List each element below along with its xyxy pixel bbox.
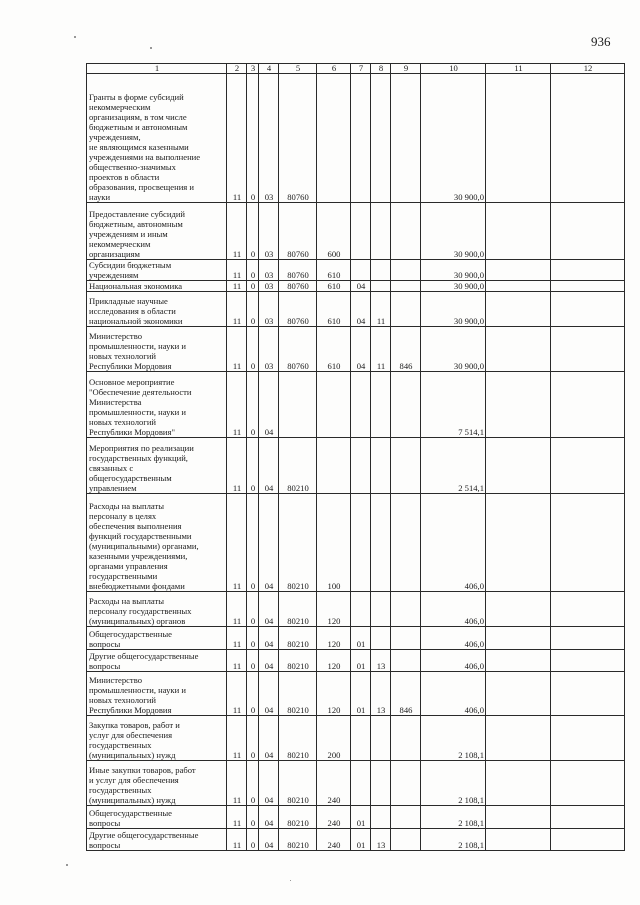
- code-col-4: 04: [259, 672, 279, 716]
- code-col-8: [371, 806, 391, 829]
- amount-col-12: [551, 438, 625, 494]
- column-header-2: 2: [227, 64, 247, 74]
- code-col-4: 04: [259, 438, 279, 494]
- amount-col-10: 2 108,1: [421, 829, 486, 851]
- table-row: [87, 829, 625, 851]
- code-col-4: 04: [259, 806, 279, 829]
- code-col-4: 04: [259, 829, 279, 851]
- code-col-9: [391, 281, 421, 292]
- code-col-4: 04: [259, 494, 279, 592]
- code-col-2: 11: [227, 327, 247, 372]
- row-description: Основное мероприятие "Обеспечение деятельности Министерства промышленности, науки и новых технологий Республики Мордовия": [87, 372, 227, 438]
- column-header-1: 1: [87, 64, 227, 74]
- amount-col-12: [551, 761, 625, 806]
- table-row: [87, 260, 625, 281]
- scan-speck: [66, 864, 68, 866]
- code-col-6: 100: [317, 494, 351, 592]
- code-col-6: 240: [317, 806, 351, 829]
- budget-table: [86, 63, 625, 851]
- amount-col-12: [551, 327, 625, 372]
- amount-col-12: [551, 292, 625, 327]
- code-col-7: 04: [351, 327, 371, 372]
- code-col-7: 01: [351, 627, 371, 650]
- code-col-5: 80760: [279, 281, 317, 292]
- code-col-6: 120: [317, 592, 351, 627]
- row-description: Министерство промышленности, науки и новых технологий Республики Мордовия: [87, 672, 227, 716]
- column-header-4: 4: [259, 64, 279, 74]
- code-col-2: 11: [227, 494, 247, 592]
- amount-col-12: [551, 829, 625, 851]
- code-col-2: 11: [227, 260, 247, 281]
- column-header-11: 11: [486, 64, 551, 74]
- row-description: Расходы на выплаты персоналу в целях обеспечения выполнения функций государственными (муниципальными) органами, казенными учреждениями, органами управления государственными внебюджетными фондами: [87, 494, 227, 592]
- scan-speck: [290, 880, 291, 881]
- code-col-3: 0: [247, 494, 259, 592]
- code-col-2: 11: [227, 74, 247, 203]
- row-description: Другие общегосударственные вопросы: [87, 650, 227, 672]
- code-col-5: 80210: [279, 716, 317, 761]
- code-col-7: 01: [351, 650, 371, 672]
- row-description: Мероприятия по реализации государственных функций, связанных с общегосударственным управлением: [87, 438, 227, 494]
- code-col-4: 03: [259, 281, 279, 292]
- code-col-9: 846: [391, 672, 421, 716]
- row-description: Другие общегосударственные вопросы: [87, 829, 227, 851]
- code-col-6: 610: [317, 260, 351, 281]
- amount-col-10: 406,0: [421, 627, 486, 650]
- amount-col-10: 406,0: [421, 592, 486, 627]
- column-header-7: 7: [351, 64, 371, 74]
- code-col-9: [391, 829, 421, 851]
- code-col-4: 03: [259, 292, 279, 327]
- code-col-3: 0: [247, 327, 259, 372]
- amount-col-10: 30 900,0: [421, 74, 486, 203]
- table-row: [87, 650, 625, 672]
- code-col-5: 80760: [279, 74, 317, 203]
- table-row: [87, 292, 625, 327]
- amount-col-12: [551, 672, 625, 716]
- amount-col-11: [486, 829, 551, 851]
- code-col-9: [391, 203, 421, 260]
- code-col-8: [371, 494, 391, 592]
- code-col-3: 0: [247, 292, 259, 327]
- code-col-7: 04: [351, 281, 371, 292]
- amount-col-11: [486, 203, 551, 260]
- code-col-5: 80210: [279, 650, 317, 672]
- table-row: [87, 592, 625, 627]
- code-col-7: [351, 438, 371, 494]
- column-header-5: 5: [279, 64, 317, 74]
- code-col-9: [391, 806, 421, 829]
- amount-col-11: [486, 672, 551, 716]
- row-description: Общегосударственные вопросы: [87, 627, 227, 650]
- code-col-3: 0: [247, 203, 259, 260]
- table-header-row: [87, 64, 625, 74]
- code-col-5: 80210: [279, 438, 317, 494]
- code-col-5: 80760: [279, 203, 317, 260]
- code-col-3: 0: [247, 806, 259, 829]
- code-col-9: [391, 716, 421, 761]
- code-col-7: [351, 592, 371, 627]
- code-col-3: 0: [247, 761, 259, 806]
- code-col-4: 04: [259, 716, 279, 761]
- table-row: [87, 203, 625, 260]
- code-col-2: 11: [227, 372, 247, 438]
- amount-col-11: [486, 650, 551, 672]
- amount-col-10: 406,0: [421, 672, 486, 716]
- code-col-3: 0: [247, 74, 259, 203]
- amount-col-12: [551, 592, 625, 627]
- amount-col-10: 30 900,0: [421, 292, 486, 327]
- code-col-5: 80210: [279, 761, 317, 806]
- code-col-2: 11: [227, 292, 247, 327]
- amount-col-11: [486, 74, 551, 203]
- code-col-6: 610: [317, 292, 351, 327]
- column-header-12: 12: [551, 64, 625, 74]
- table-row: [87, 494, 625, 592]
- code-col-3: 0: [247, 672, 259, 716]
- code-col-2: 11: [227, 650, 247, 672]
- code-col-9: [391, 592, 421, 627]
- row-description: Субсидии бюджетным учреждениям: [87, 260, 227, 281]
- column-header-3: 3: [247, 64, 259, 74]
- code-col-9: [391, 761, 421, 806]
- column-header-8: 8: [371, 64, 391, 74]
- amount-col-11: [486, 292, 551, 327]
- code-col-6: 610: [317, 281, 351, 292]
- row-description: Национальная экономика: [87, 281, 227, 292]
- scan-speck: [74, 36, 76, 38]
- amount-col-12: [551, 203, 625, 260]
- amount-col-11: [486, 494, 551, 592]
- code-col-6: 240: [317, 829, 351, 851]
- code-col-5: 80210: [279, 672, 317, 716]
- code-col-9: [391, 438, 421, 494]
- code-col-9: [391, 494, 421, 592]
- amount-col-12: [551, 74, 625, 203]
- code-col-7: [351, 716, 371, 761]
- code-col-4: 04: [259, 592, 279, 627]
- table-row: [87, 806, 625, 829]
- code-col-8: [371, 761, 391, 806]
- code-col-6: [317, 438, 351, 494]
- code-col-6: 200: [317, 716, 351, 761]
- code-col-8: 11: [371, 327, 391, 372]
- scan-speck: [150, 47, 152, 49]
- amount-col-12: [551, 494, 625, 592]
- code-col-7: [351, 494, 371, 592]
- code-col-8: 13: [371, 829, 391, 851]
- code-col-2: 11: [227, 761, 247, 806]
- amount-col-12: [551, 281, 625, 292]
- amount-col-12: [551, 806, 625, 829]
- table-row: [87, 672, 625, 716]
- code-col-3: 0: [247, 260, 259, 281]
- code-col-5: 80760: [279, 260, 317, 281]
- code-col-8: [371, 74, 391, 203]
- amount-col-12: [551, 627, 625, 650]
- table-row: [87, 627, 625, 650]
- row-description: Общегосударственные вопросы: [87, 806, 227, 829]
- code-col-7: [351, 260, 371, 281]
- amount-col-11: [486, 806, 551, 829]
- code-col-4: 04: [259, 761, 279, 806]
- table-row: [87, 74, 625, 203]
- code-col-4: 04: [259, 627, 279, 650]
- code-col-7: 04: [351, 292, 371, 327]
- code-col-4: 04: [259, 372, 279, 438]
- code-col-9: [391, 650, 421, 672]
- code-col-6: 600: [317, 203, 351, 260]
- code-col-3: 0: [247, 372, 259, 438]
- amount-col-10: 2 108,1: [421, 761, 486, 806]
- code-col-8: [371, 716, 391, 761]
- code-col-5: 80210: [279, 494, 317, 592]
- code-col-6: [317, 372, 351, 438]
- amount-col-11: [486, 592, 551, 627]
- code-col-6: 240: [317, 761, 351, 806]
- code-col-5: 80210: [279, 806, 317, 829]
- code-col-8: 11: [371, 292, 391, 327]
- amount-col-10: 2 108,1: [421, 716, 486, 761]
- code-col-6: [317, 74, 351, 203]
- column-header-6: 6: [317, 64, 351, 74]
- code-col-2: 11: [227, 627, 247, 650]
- code-col-3: 0: [247, 650, 259, 672]
- code-col-5: 80760: [279, 327, 317, 372]
- code-col-4: 04: [259, 650, 279, 672]
- row-description: Закупка товаров, работ и услуг для обеспечения государственных (муниципальных) нужд: [87, 716, 227, 761]
- code-col-8: 13: [371, 672, 391, 716]
- code-col-8: [371, 627, 391, 650]
- amount-col-10: 406,0: [421, 650, 486, 672]
- code-col-2: 11: [227, 672, 247, 716]
- code-col-7: 01: [351, 672, 371, 716]
- amount-col-10: 2 108,1: [421, 806, 486, 829]
- code-col-7: [351, 372, 371, 438]
- amount-col-12: [551, 716, 625, 761]
- amount-col-10: 2 514,1: [421, 438, 486, 494]
- code-col-3: 0: [247, 716, 259, 761]
- code-col-9: [391, 260, 421, 281]
- code-col-5: 80210: [279, 592, 317, 627]
- code-col-7: 01: [351, 806, 371, 829]
- code-col-9: [391, 292, 421, 327]
- amount-col-12: [551, 372, 625, 438]
- code-col-6: 120: [317, 650, 351, 672]
- code-col-2: 11: [227, 438, 247, 494]
- row-description: Гранты в форме субсидий некоммерческим организациям, в том числе бюджетным и автономным учреждениям, не являющимся казенными учреждениями на выполнение общественно-значимых проектов в области образования, просвещения и науки: [87, 74, 227, 203]
- table-row: [87, 327, 625, 372]
- code-col-3: 0: [247, 438, 259, 494]
- code-col-8: 13: [371, 650, 391, 672]
- code-col-2: 11: [227, 829, 247, 851]
- code-col-3: 0: [247, 592, 259, 627]
- code-col-2: 11: [227, 806, 247, 829]
- code-col-2: 11: [227, 281, 247, 292]
- amount-col-11: [486, 281, 551, 292]
- amount-col-10: 30 900,0: [421, 260, 486, 281]
- code-col-8: [371, 203, 391, 260]
- table-row: [87, 372, 625, 438]
- table-row: [87, 438, 625, 494]
- code-col-5: 80210: [279, 627, 317, 650]
- amount-col-10: 30 900,0: [421, 203, 486, 260]
- code-col-4: 03: [259, 74, 279, 203]
- amount-col-11: [486, 716, 551, 761]
- code-col-7: [351, 761, 371, 806]
- code-col-7: [351, 74, 371, 203]
- row-description: Расходы на выплаты персоналу государственных (муниципальных) органов: [87, 592, 227, 627]
- amount-col-12: [551, 650, 625, 672]
- code-col-2: 11: [227, 203, 247, 260]
- code-col-4: 03: [259, 260, 279, 281]
- code-col-9: 846: [391, 327, 421, 372]
- amount-col-12: [551, 260, 625, 281]
- code-col-3: 0: [247, 627, 259, 650]
- row-description: Иные закупки товаров, работ и услуг для обеспечения государственных (муниципальных) нужд: [87, 761, 227, 806]
- code-col-2: 11: [227, 716, 247, 761]
- code-col-8: [371, 592, 391, 627]
- amount-col-11: [486, 627, 551, 650]
- amount-col-10: 406,0: [421, 494, 486, 592]
- code-col-4: 03: [259, 203, 279, 260]
- amount-col-10: 7 514,1: [421, 372, 486, 438]
- table-row: [87, 761, 625, 806]
- code-col-3: 0: [247, 829, 259, 851]
- code-col-7: 01: [351, 829, 371, 851]
- code-col-9: [391, 627, 421, 650]
- code-col-5: 80760: [279, 292, 317, 327]
- code-col-6: 120: [317, 627, 351, 650]
- code-col-2: 11: [227, 592, 247, 627]
- row-description: Министерство промышленности, науки и новых технологий Республики Мордовия: [87, 327, 227, 372]
- code-col-4: 03: [259, 327, 279, 372]
- row-description: Предоставление субсидий бюджетным, автономным учреждениям и иным некоммерческим организациям: [87, 203, 227, 260]
- code-col-6: 120: [317, 672, 351, 716]
- code-col-9: [391, 74, 421, 203]
- code-col-6: 610: [317, 327, 351, 372]
- amount-col-11: [486, 327, 551, 372]
- table-row: [87, 281, 625, 292]
- code-col-5: [279, 372, 317, 438]
- page-number: 936: [591, 34, 611, 49]
- column-header-10: 10: [421, 64, 486, 74]
- code-col-3: 0: [247, 281, 259, 292]
- code-col-5: 80210: [279, 829, 317, 851]
- amount-col-10: 30 900,0: [421, 281, 486, 292]
- code-col-8: [371, 260, 391, 281]
- code-col-7: [351, 203, 371, 260]
- table-body: [87, 74, 625, 851]
- column-header-9: 9: [391, 64, 421, 74]
- row-description: Прикладные научные исследования в области национальной экономики: [87, 292, 227, 327]
- table-row: [87, 716, 625, 761]
- amount-col-11: [486, 761, 551, 806]
- code-col-8: [371, 438, 391, 494]
- amount-col-11: [486, 372, 551, 438]
- code-col-8: [371, 372, 391, 438]
- amount-col-10: 30 900,0: [421, 327, 486, 372]
- amount-col-11: [486, 260, 551, 281]
- amount-col-11: [486, 438, 551, 494]
- code-col-8: [371, 281, 391, 292]
- code-col-9: [391, 372, 421, 438]
